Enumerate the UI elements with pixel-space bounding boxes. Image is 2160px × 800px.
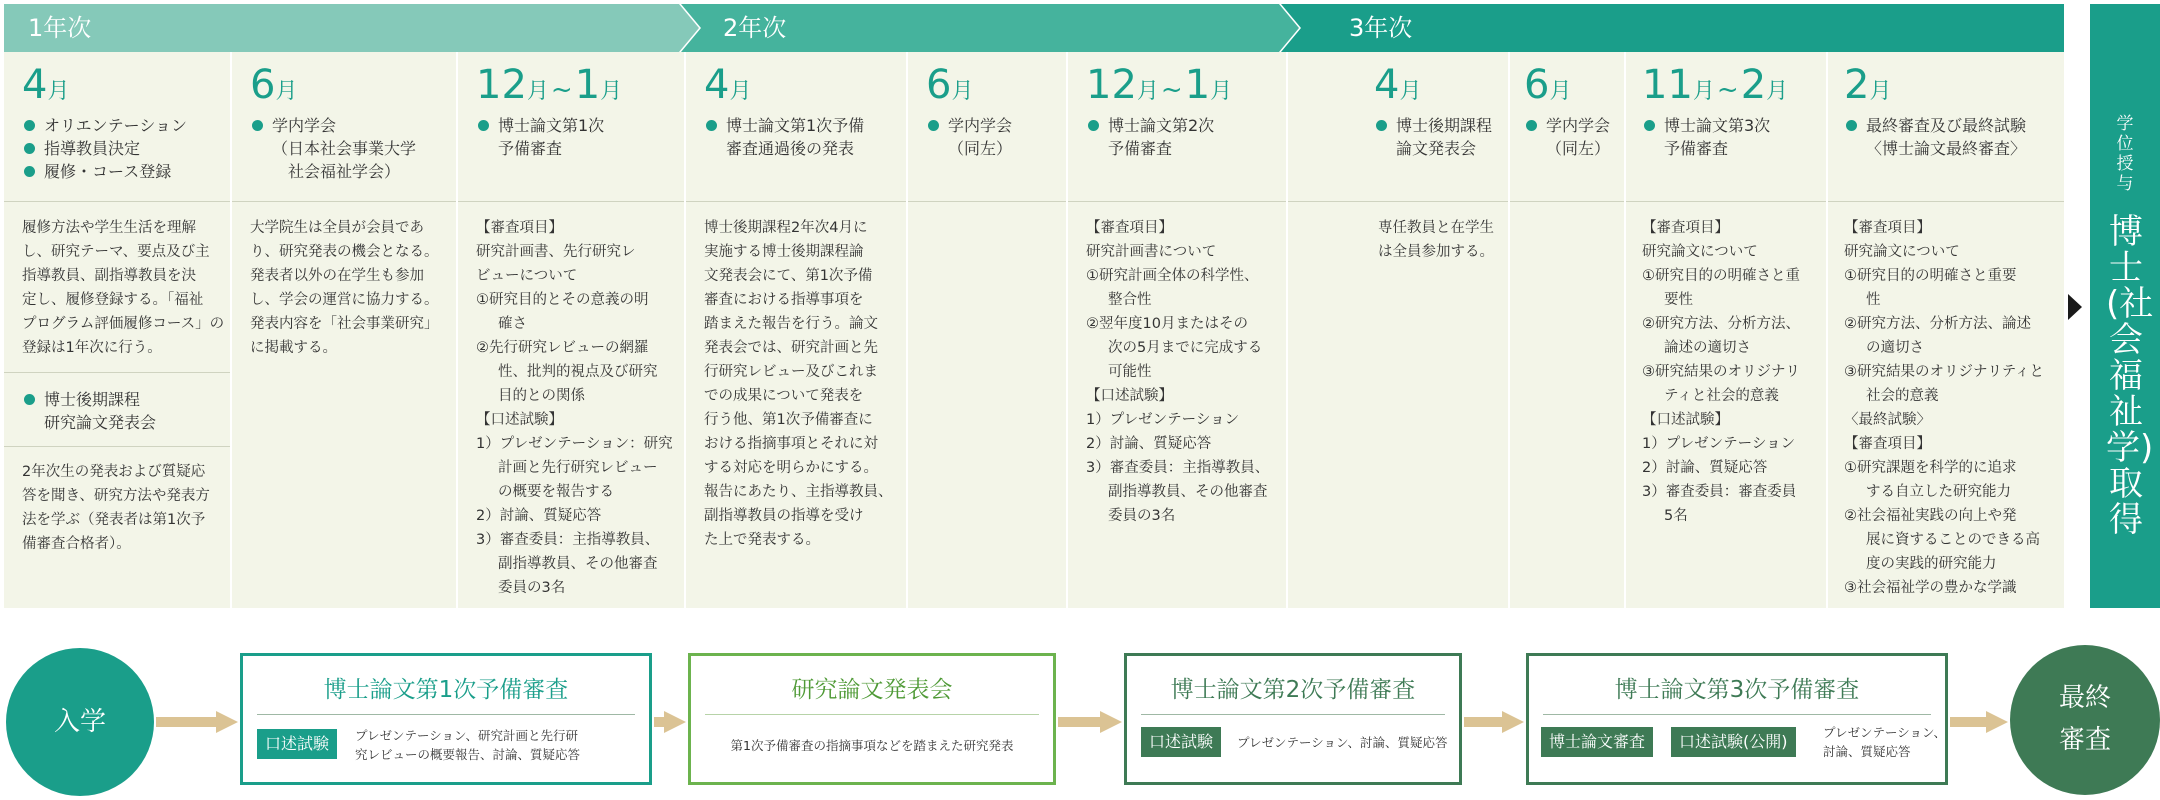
month-column-y1-jun: [232, 52, 458, 608]
event-item: （同左）: [948, 139, 1013, 158]
event-item: （日本社会事業大学: [272, 139, 417, 158]
month-header: [1626, 52, 1826, 202]
month-header: [4, 52, 230, 202]
year-2-header: [681, 4, 1299, 52]
final-review-circle: 最終 審査: [2010, 645, 2160, 795]
month-label: 6月: [926, 62, 974, 108]
divider: [4, 372, 230, 373]
flow-arrow-icon: [654, 711, 686, 733]
flow-box-title: 博士論文第3次予備審査: [1614, 677, 1860, 703]
year-1-header: [4, 4, 699, 52]
event-item: 学内学会: [1524, 114, 1606, 137]
thesis-review-tag: 博士論文審査: [1541, 727, 1653, 757]
month-description: 大学院生は全員が会員であ り、研究発表の機会となる。 発表者以外の在学生も参加 し、学会の運営に協力する。 発表内容を「社会事業研究」 に掲載する。: [250, 220, 439, 356]
month-label: 6月: [1524, 62, 1572, 108]
flow-box-description: 第1次予備審査の指摘事項などを踏まえた研究発表: [730, 738, 1014, 753]
flow-box-description: プレゼンテーション、研究計画と先行研 究レビューの概要報告、討論、質疑応答: [355, 728, 581, 762]
event-item: 博士論文第2次: [1086, 114, 1268, 137]
public-oral-exam-tag: 口述試験(公開): [1671, 727, 1796, 757]
month-header: [1068, 52, 1286, 202]
year-1-arrow-shape: [4, 4, 699, 52]
event-item: オリエンテーション: [22, 114, 212, 137]
month-header: [1510, 52, 1624, 202]
event-item: 予備審査: [1664, 139, 1729, 158]
flow-arrow-icon: [1950, 711, 2008, 733]
flow-arrow-icon: [1058, 711, 1122, 733]
month-column-y2-jun: [908, 52, 1068, 608]
flow-box-title: 研究論文発表会: [791, 677, 953, 703]
flow-box-research-presentation: [688, 653, 1056, 785]
event-item: 博士論文第1次予備: [704, 114, 888, 137]
month-description: 【審査項目】 研究計画書について ①研究計画全体の科学性、 整合性 ②翌年度10月またはその 次の5月までに完成する 可能性 【口述試験】 1）プレゼンテーション 2）討論、質疑応答 3）審査委員：主指導教員、 副指導教員、その他審査 委員の3名: [1086, 220, 1270, 524]
month-label: 12月~1月: [476, 62, 623, 108]
month-column-y2-apr: [686, 52, 908, 608]
event-item: 最終審査及び最終試験: [1844, 114, 2046, 137]
degree-award-column: [2090, 4, 2160, 608]
presentation-description: 2年次生の発表および質疑応 答を聞き、研究方法や発表方 法を学ぶ（発表者は第1次予 備審査合格者）。: [22, 464, 210, 552]
month-description: 【審査項目】 研究論文について ①研究目的の明確さと重要 性 ②研究方法、分析方法、論述 の適切さ ③研究結果のオリジナリティと 社会的意義 〈最終試験〉 【審査項目】 ①研究課題を科学的に追求 する自立した研究能力 ②社会福祉実践の向上や発 展に資することのできる高 度の実践的研究能力 ③社会福祉学の豊かな学識: [1844, 220, 2045, 596]
month-description: 専任教員と在学生 は全員参加する。: [1378, 220, 1494, 260]
month-header: [686, 52, 906, 202]
flow-box-title: 博士論文第1次予備審査: [323, 677, 569, 703]
month-description: 博士後期課程2年次4月に 実施する博士後期課程論 文発表会にて、第1次予備 審査における指導事項を 踏まえた報告を行う。論文 発表会では、研究計画と先 行研究レビュー及びこれま での成果について発表を 行う他、第1次予備審査に おける指摘事項とそれに対 する対応を明らかにする。 報告にあたり、主指導教員、 副指導教員の指導を受け た上で発表する。: [704, 220, 893, 548]
month-label: 12月~1月: [1086, 62, 1233, 108]
month-column-y3-apr: [1288, 52, 1510, 608]
year-1-label: 1年次: [28, 14, 92, 42]
month-column-y1-dec-jan: [458, 52, 686, 608]
flow-box-second-review: [1124, 653, 1462, 785]
flow-box-title: 博士論文第2次予備審査: [1170, 677, 1416, 703]
month-header: [232, 52, 456, 202]
event-item: 社会福祉学会）: [288, 162, 401, 181]
event-item: 博士論文第3次: [1642, 114, 1808, 137]
enrollment-circle: 入学: [6, 648, 154, 796]
flow-box-description: プレゼンテーション、討論、質疑応答: [1237, 735, 1448, 750]
event-item: 履修・コース登録: [22, 160, 212, 183]
month-column-y3-feb: [1828, 52, 2064, 608]
month-column-y3-nov-feb: [1626, 52, 1828, 608]
month-description: 履修方法や学生生活を理解 し、研究テーマ、要点及び主 指導教員、副指導教員を決 定し、履修登録する。「福祉 プログラム評価履修コース」の 登録は1年次に行う。: [22, 220, 225, 356]
event-item: 博士論文第1次: [476, 114, 666, 137]
triangle-arrow-icon: [2068, 294, 2082, 320]
event-item-presentation: 博士後期課程 研究論文発表会: [22, 388, 156, 434]
event-item: 指導教員決定: [22, 137, 212, 160]
month-header: [458, 52, 684, 202]
month-column-y1-apr: [4, 52, 232, 608]
month-label: 4月: [1374, 62, 1422, 108]
month-header: [908, 52, 1066, 202]
month-label: 4月: [704, 62, 752, 108]
event-item: 予備審査: [498, 139, 563, 158]
month-column-y2-dec-jan: [1068, 52, 1288, 608]
year-3-label: 3年次: [1349, 14, 1413, 42]
month-description: 【審査項目】 研究論文について ①研究目的の明確さと重 要性 ②研究方法、分析方法、 論述の適切さ ③研究結果のオリジナリ ティと社会的意義 【口述試験】 1）プレゼンテーション 2）討論、質疑応答 3）審査委員：審査委員 5名: [1642, 220, 1800, 524]
event-item: 予備審査: [1108, 139, 1173, 158]
year-3-header: [1281, 4, 2064, 52]
event-item: 学内学会: [250, 114, 438, 137]
degree-small-label: 学位授与: [2116, 114, 2134, 194]
event-item: 論文発表会: [1396, 139, 1477, 158]
event-item: 〈博士論文最終審査〉: [1866, 139, 2027, 158]
month-label: 6月: [250, 62, 298, 108]
flow-arrow-icon: [1464, 711, 1524, 733]
flow-arrow-icon: [156, 711, 238, 733]
oral-exam-tag: 口述試験: [257, 729, 337, 759]
month-header: [1288, 52, 1508, 202]
month-label: 2月: [1844, 62, 1892, 108]
year-2-label: 2年次: [723, 14, 787, 42]
month-column-y3-jun: [1510, 52, 1626, 608]
month-description: 【審査項目】 研究計画書、先行研究レ ビューについて ①研究目的とその意義の明 確さ ②先行研究レビューの網羅 性、批判的視点及び研究 目的との関係 【口述試験】 1）プレゼンテーション：研究 計画と先行研究レビュー の概要を報告する 2）討論、質疑応答 3）審査委員：主指導教員、 副指導教員、その他審査 委員の3名: [476, 220, 673, 596]
flow-box-description: プレゼンテーション、 討論、質疑応答: [1823, 725, 1947, 759]
event-item: 博士後期課程: [1374, 114, 1490, 137]
event-item: （同左）: [1546, 139, 1611, 158]
flow-box-first-review: [240, 653, 652, 785]
month-label: 4月: [22, 62, 70, 108]
event-item: 学内学会: [926, 114, 1048, 137]
degree-title: 博士(社会福祉学)取得: [2106, 212, 2154, 540]
month-header: [1828, 52, 2064, 202]
divider: [4, 446, 230, 447]
oral-exam-tag: 口述試験: [1141, 727, 1221, 757]
flow-box-third-review: [1526, 653, 1948, 785]
month-label: 11月~2月: [1642, 62, 1789, 108]
event-item: 審査通過後の発表: [726, 139, 855, 158]
